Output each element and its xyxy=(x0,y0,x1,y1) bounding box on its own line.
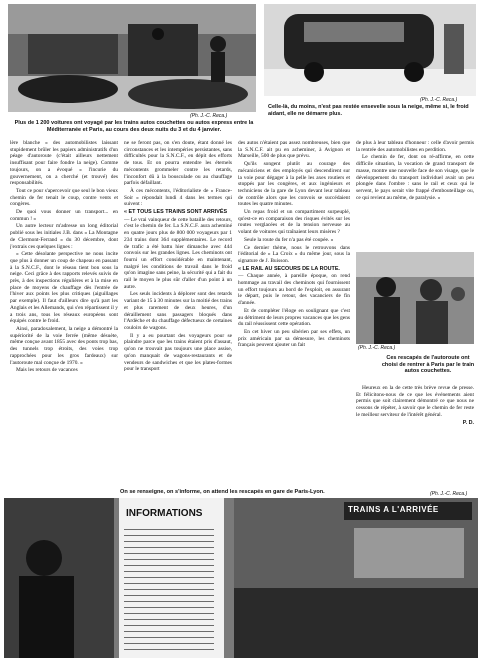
caption-top-left: Plus de 1 200 voitures ont voyagé par les trains autos couchettes ou autos express entre la Méditerranée et Paris, au cours des deux nuits du 3 et du 4 janvier. xyxy=(14,120,254,133)
signature: P. D. xyxy=(462,419,474,426)
section-heading: « ET TOUS LES TRAINS SONT ARRIVÉS xyxy=(124,209,228,216)
paragraph: — Le vrai vainqueur de cette bataille des retours, c'est le chemin de fer. La S.N.C.F. aura acheminé en quatre jours plus de 800 000 voyageurs par 1 234 trains dont 364 supplémentaires. Le record de trafic a été battu hier dimanche avec 444 convois sur les grandes lignes. Les cheminots ont fourni un effort considérable en maintenant, malgré les conditions de travail dans le froid qu'on imagine sans peine, la sécurité qui a fait du rail le moyen le plus sûr d'aller d'un point à un autre. xyxy=(124,216,232,290)
photo-car-in-snow xyxy=(264,4,476,96)
paragraph: Un repas froid et un compartiment surpeuplé, qu'est-ce en comparaison des risques évités sur les routes verglacées et de la tension nerveuse au volant de voitures qui traînaient leurs misères ? xyxy=(238,209,350,236)
paragraph: Qu'ils songent plutôt au courage des mécaniciens et des employés qui descendirent sur la voie pour dégager à la pelle les axes routiers et stoppés par les congères, et aux ingénieurs et techniciens de la gare de Lyon devant leur tableau de contrôle alors que les convois se succédaient toutes les quatre minutes. xyxy=(238,161,350,208)
text-column-4-bottom xyxy=(356,385,474,489)
paragraph: De quoi vous donner un transport... en commun ! » xyxy=(10,209,118,222)
text-column-1 xyxy=(10,140,118,488)
section-heading: « LE RAIL AU SECOURS DE LA ROUTE. xyxy=(238,265,340,272)
photo-credit: (Ph. J.-C. Reca.) xyxy=(190,113,228,119)
photo-gare-de-lyon xyxy=(4,498,478,658)
paragraph: Le chemin de fer, dont on ré-affirme, en cette difficile situation, la vocation de grand transport de masse, montre une nouvelle face de son visage, que le développement du transport individuel avait un peu plongée dans l'ombre : sans le rail et ceux qui le servent, le pays serait vite frappé d'embouteillage ou, ce qui revient au même, de paralysie. » xyxy=(356,154,474,201)
info-board-list xyxy=(124,524,214,654)
caption-right-photo: Ces rescapés de l'autoroute ont choisi de rentrer à Paris par le train autos couchettes. xyxy=(381,355,475,374)
paragraph: Seule la route du fer n'a pas été coupée. » xyxy=(244,236,334,243)
paragraph: ne se feront pas, on s'en doute, étant donné les circonstances et les intempéries persistantes, sans difficultés pour la S.N.C.F., en dépit des efforts de tous. Et on pourra entendre les éternels mécontents grommeler contre les retards, l'inconfort dû à la bousculade ou au chauffage parfois défaillant. xyxy=(124,140,232,187)
paragraph: Les seuls incidents à déplorer sont des retards variant de 15 à 30 minutes sur la moitié des trains et plus rarement de deux heures, d'un déraillement sans passagers bloqués dans l'Ardèche et du chauffage défectueux de certaines couloirs de wagons. xyxy=(124,291,232,331)
paragraph: de plus à leur tableau d'honneur : celle d'avoir permis la rentrée des automobilistes en perdition. xyxy=(356,140,474,153)
paragraph: lère blanche » des automobilistes laissant stupidement brûler les papiers administratifs d'un péage d'autoroute (c'était ailleurs nettement insuffisant pour faire fondre la neige). Comme toujours, on a évoqué « l'incurie du gouvernement, on a cherché (et trouvé) des responsabilités. xyxy=(10,140,118,187)
photo-credit: (Ph. J.-C. Reca.) xyxy=(420,97,458,103)
paragraph: Tout ce pour s'apercevoir que seul le bon vieux chemin de fer tenait le coup, contre vents et congères. xyxy=(10,187,118,208)
paragraph: « Cette désolante perspective ne nous incite que plus à donner un coup de chapeau en passant à la S.N.C.F., dont le réseau tient bon sous la neige. Ceci grâce à des rapports relevés suivis de près, à des inspections régulières et à la mise en place de moyens de chauffage dès l'entrée de l'hiver aux points les plus critiques (aiguillages par exemple). Il faut d'ailleurs dire qu'à part les Anglais et les Allemands, qui s'en répartissent il y a trois ans, tous les réseaux européens sont équipés contre le froid. xyxy=(10,251,118,325)
photo-trains-autos xyxy=(8,4,256,112)
text-column-2 xyxy=(124,140,232,488)
sign-trains-arrivee: TRAINS A L'ARRIVÉE xyxy=(348,505,439,514)
paragraph: Mais les retours de vacances xyxy=(16,367,78,374)
paragraph: À ces mécontents, l'éditorialiste de « France-Soir » répondait lundi 4 dans les termes qui suivent : xyxy=(124,187,232,208)
paragraph: Ce dernier thème, nous le retrouvons dans l'éditorial de « La Croix » du même jour, sous la signature de J. Buisson. xyxy=(238,244,350,264)
text-column-3 xyxy=(238,140,350,488)
text-column-4-top xyxy=(356,140,474,248)
paragraph: Un autre lecteur m'adresse un long éditorial publié sous les initiales J.B. dans « La Montagne de Clermont-Ferrand » du 30 décembre, dont j'extrais ces quelques lignes : xyxy=(10,223,118,250)
paragraph: — Chaque année, à pareille époque, on rend hommage au travail des cheminots qui fournissent un effort toujours au bord de l'exploit, en assurant le départ, puis le retour, des vacanciers de fin d'année. xyxy=(238,273,350,307)
photo-rescued-travellers xyxy=(356,252,474,344)
caption-middle: On se renseigne, on s'informe, on attend les rescapés en gare de Paris-Lyon. xyxy=(120,489,325,495)
photo-credit: (Ph. J.-C. Reca.) xyxy=(430,491,468,497)
sign-informations: INFORMATIONS xyxy=(126,508,203,519)
paragraph: Heureux en la de cette très brève revue de presse. Et félicitons-nous de ce que les événements aient permis que soit clairement démontré ce que nous ne cessons de répéter, à savoir que le chemin de fer reste le meilleur serviteur de l'intérêt général. xyxy=(356,385,474,418)
paragraph: Et de compléter l'éloge en soulignant que c'est au détriment de leurs propres vacances que les gens du rail réussissent cette opération. xyxy=(238,307,350,328)
photo-credit: (Ph. J.-C. Reca.) xyxy=(358,345,396,351)
paragraph: des autos n'étaient pas assez nombreuses, bien que la S.N.C.F. ait pu en acheminer, à Avignon et Marseille, 500 de plus que prévu. xyxy=(238,140,350,160)
paragraph: Il y a eu pourtant des voyageurs pour se plaindre parce que les trains étaient pris d'assaut, qu'on ne trouvait pas toujours une place assise, qu'on manquait de wagons-restaurants et de vendeurs de sandwiches et que les plates-formes pour le transport xyxy=(124,332,232,373)
paragraph: Ainsi, paradoxalement, la neige a démontré la supériorité de la voie ferrée (même désuète, même conçue avant 1855 avec des ponts trop bas, des tunnels trop étroits, des voies trop rapprochées pour les gros fardeaux) sur l'autoroute mal conçue de 1970. » xyxy=(10,325,118,366)
caption-top-right: Celle-là, du moins, n'est pas restée ensevelie sous la neige, même si, le froid aidant, elle ne démarre plus. xyxy=(268,104,469,117)
paragraph: En cet hiver un peu sibérien par ses effets, un prix américain par sa démesure, les cheminots français peuvent ajouter un fait xyxy=(238,328,350,349)
